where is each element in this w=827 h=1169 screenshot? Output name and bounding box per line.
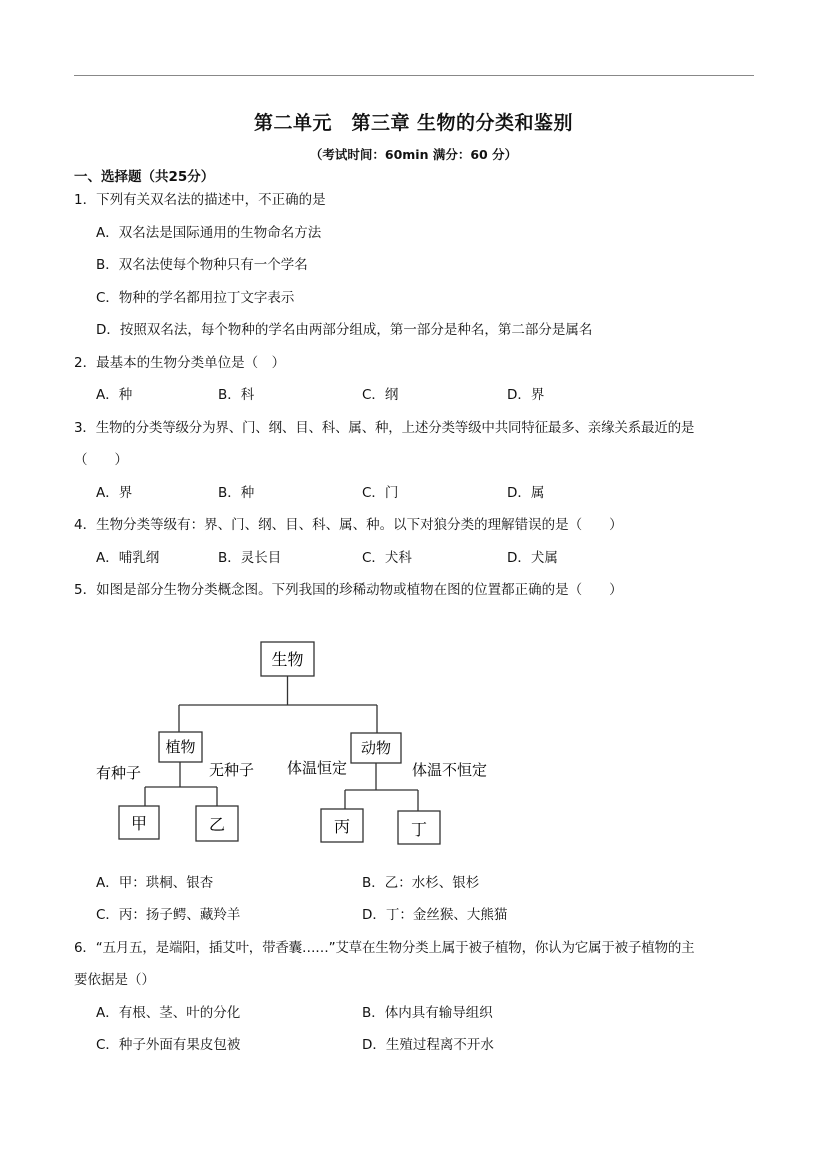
question-6-option-a: A．有根、茎、叶的分化 [96,1005,241,1021]
question-4-option-b: B．灵长目 [218,550,282,566]
diagram-ding-label: 丁 [410,820,428,839]
question-1-option-d: D．按照双名法，每个物种的学名由两部分组成，第一部分是种名，第二部分是属名 [96,322,593,338]
question-2-option-a: A．种 [96,387,133,403]
question-4-option-d: D．犬属 [507,550,558,566]
question-4-option-c: C．犬科 [362,550,412,566]
question-3-option-a: A．界 [96,485,133,501]
question-2-option-b: B．科 [218,387,255,403]
question-2-stem: 2．最基本的生物分类单位是（ ） [74,355,286,371]
question-3-option-c: C．门 [362,485,399,501]
diagram-root-label: 生物 [271,650,304,669]
header-rule [74,75,754,76]
question-5-option-a: A．甲：珙桐、银杏 [96,875,214,891]
exam-info: （考试时间：60min 满分：60 分） [309,147,518,162]
question-3-option-b: B．种 [218,485,255,501]
question-1-option-b: B．双名法使每个物种只有一个学名 [96,257,308,273]
diagram-cold-label: 体温不恒定 [412,761,488,779]
question-1-stem: 1．下列有关双名法的描述中，不正确的是 [74,192,326,208]
question-6-option-d: D．生殖过程离不开水 [362,1037,494,1053]
question-5-stem: 5．如图是部分生物分类概念图。下列我国的珍稀动物或植物在图的位置都正确的是（ ） [74,582,623,598]
question-6-option-c: C．种子外面有果皮包被 [96,1037,241,1053]
diagram-no-seed-label: 无种子 [209,761,255,779]
question-3-option-d: D．属 [507,485,545,501]
question-6-stem: 6．“五月五，是端阳，插艾叶，带香囊……”艾草在生物分类上属于被子植物，你认为它属于被子植物的主 [74,940,695,956]
question-1-option-a: A．双名法是国际通用的生物命名方法 [96,225,322,241]
diagram-bing-label: 丙 [333,817,351,836]
diagram-jia-label: 甲 [130,814,148,833]
diagram-plant-label: 植物 [165,738,196,756]
question-2-option-c: C．纲 [362,387,399,403]
diagram-yi-label: 乙 [208,815,226,834]
question-2-option-d: D．界 [507,387,545,403]
question-3-stem: 3．生物的分类等级分为界、门、纲、目、科、属、种，上述分类等级中共同特征最多、亲缘关系最近的是 [74,420,695,436]
question-3-stem-cont: （ ） [74,452,128,468]
question-6-stem-cont: 要依据是（） [74,972,155,988]
diagram-with-seed-label: 有种子 [96,764,142,782]
question-6-option-b: B．体内具有输导组织 [362,1005,493,1021]
question-5-option-d: D．丁：金丝猴、大熊猫 [362,907,508,923]
question-1-option-c: C．物种的学名都用拉丁文字表示 [96,290,295,306]
page-title: 第二单元 第三章 生物的分类和鉴别 [253,112,574,134]
classification-diagram [90,635,510,855]
question-4-stem: 4．生物分类等级有：界、门、纲、目、科、属、种。以下对狼分类的理解错误的是（ ） [74,517,623,533]
question-5-option-b: B．乙：水杉、银杉 [362,875,480,891]
question-4-option-a: A．哺乳纲 [96,550,160,566]
diagram-warm-label: 体温恒定 [287,759,348,777]
diagram-animal-label: 动物 [360,739,392,757]
question-5-option-c: C．丙：扬子鳄、藏羚羊 [96,907,241,923]
section-heading: 一、选择题（共25分） [74,169,215,185]
